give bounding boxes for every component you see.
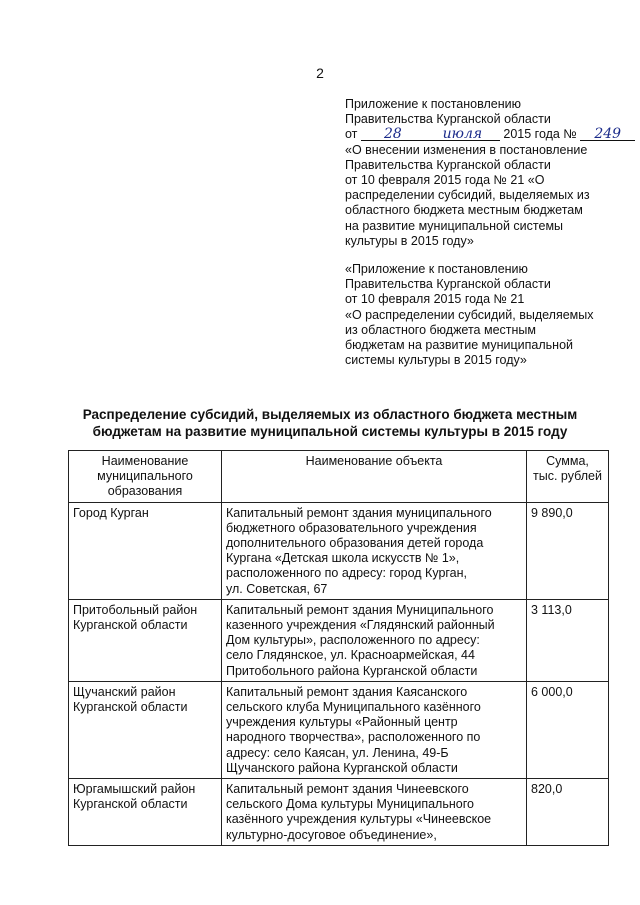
table-row [69, 599, 609, 681]
page-number: 2 [316, 65, 324, 81]
appendix-block [345, 97, 622, 249]
cell-sum: 820,0 [527, 779, 609, 846]
cell-text: Капитальный ремонт здания Каясанского [226, 684, 468, 699]
cell-text: дополнительного образования детей города [226, 536, 484, 551]
appendix-line: распределении субсидий, выделяемых из [345, 188, 590, 203]
original-appendix-line: «О распределении субсидий, выделяемых [345, 307, 594, 322]
original-appendix-line: «Приложение к постановлению [345, 262, 528, 276]
header-object [222, 451, 527, 503]
cell-text: народного творчества», расположенного по [226, 730, 481, 745]
date-prefix: от [345, 127, 358, 142]
handwritten-month: июля [425, 128, 500, 141]
cell-municipality [69, 599, 222, 681]
cell-municipality [69, 681, 222, 778]
cell-text: Притобольного района Курганской области [226, 663, 478, 678]
header-municipality [69, 451, 222, 503]
cell-text: Кургана «Детская школа искусств № 1», [226, 551, 460, 566]
cell-object [222, 599, 527, 681]
cell-text: Курганской области [73, 797, 188, 812]
cell-object [222, 681, 527, 778]
cell-text: учреждения культуры «Районный центр [226, 715, 458, 730]
handwritten-number: 249 [580, 128, 635, 141]
cell-text: казенного учреждения «Глядянский районный [226, 618, 495, 633]
appendix-line: Правительства Курганской области [345, 112, 551, 127]
cell-text: казённого учреждения культуры «Чинеевское [226, 812, 492, 827]
appendix-date-line [345, 126, 622, 143]
cell-text: село Глядянское, ул. Красноармейская, 44 [226, 648, 475, 663]
header-text: тыс. рублей [533, 469, 602, 484]
cell-text: культурно-досуговое объединение», [226, 827, 437, 842]
cell-text: Юргамышский район [73, 782, 196, 797]
original-appendix-line: системы культуры в 2015 году» [345, 353, 527, 368]
cell-text: Капитальный ремонт здания муниципального [226, 505, 492, 520]
subsidy-table [68, 450, 609, 846]
cell-text: Щучанский район [73, 684, 176, 699]
cell-text: Капитальный ремонт здания Муниципального [226, 602, 494, 617]
cell-text: Курганской области [73, 700, 188, 715]
cell-text: Дом культуры», расположенного по адресу: [226, 633, 480, 648]
cell-text: Город Курган [73, 505, 149, 520]
document-title [60, 407, 600, 440]
original-appendix-line: из областного бюджета местным [345, 322, 536, 337]
date-year: 2015 года № [503, 127, 577, 142]
appendix-line: Приложение к постановлению [345, 97, 521, 111]
appendix-line: областного бюджета местным бюджетам [345, 203, 583, 218]
table-row [69, 681, 609, 778]
original-appendix-line: от 10 февраля 2015 года № 21 [345, 292, 525, 307]
cell-object [222, 502, 527, 599]
table-row [69, 502, 609, 599]
table-header-row [69, 451, 609, 503]
cell-text: Притобольный район [73, 602, 198, 617]
original-appendix-block [345, 262, 615, 368]
cell-text: расположенного по адресу: город Курган, [226, 566, 468, 581]
appendix-line: Правительства Курганской области [345, 157, 551, 172]
cell-sum: 6 000,0 [527, 681, 609, 778]
cell-text: Щучанского района Курганской области [226, 760, 458, 775]
appendix-line: «О внесении изменения в постановление [345, 142, 588, 157]
cell-text: бюджетного образовательного учреждения [226, 520, 477, 535]
title-line: бюджетам на развитие муниципальной системы культуры в 2015 году [92, 423, 568, 439]
original-appendix-line: бюджетам на развитие муниципальной [345, 338, 574, 353]
appendix-line: культуры в 2015 году» [345, 233, 474, 248]
cell-text: сельского Дома культуры Муниципального [226, 797, 474, 812]
cell-municipality [69, 502, 222, 599]
handwritten-day: 28 [361, 128, 425, 141]
header-text: муниципального [97, 469, 193, 484]
table-row [69, 779, 609, 846]
header-text: Наименование [101, 454, 189, 468]
header-sum [527, 451, 609, 503]
cell-municipality [69, 779, 222, 846]
cell-text: Капитальный ремонт здания Чинеевского [226, 782, 469, 797]
cell-sum: 3 113,0 [527, 599, 609, 681]
header-text: Наименование объекта [305, 454, 443, 468]
cell-sum: 9 890,0 [527, 502, 609, 599]
cell-text: сельского клуба Муниципального казённого [226, 700, 481, 715]
title-line: Распределение субсидий, выделяемых из областного бюджета местным [82, 407, 578, 422]
cell-text: Курганской области [73, 618, 188, 633]
appendix-line: от 10 февраля 2015 года № 21 «О [345, 173, 545, 188]
cell-text: адресу: село Каясан, ул. Ленина, 49-Б [226, 745, 449, 760]
header-text: образования [107, 484, 183, 499]
appendix-line: на развитие муниципальной системы [345, 218, 564, 233]
cell-object [222, 779, 527, 846]
cell-text: ул. Советская, 67 [226, 581, 328, 596]
header-text: Сумма, [546, 454, 589, 468]
original-appendix-line: Правительства Курганской области [345, 277, 551, 292]
